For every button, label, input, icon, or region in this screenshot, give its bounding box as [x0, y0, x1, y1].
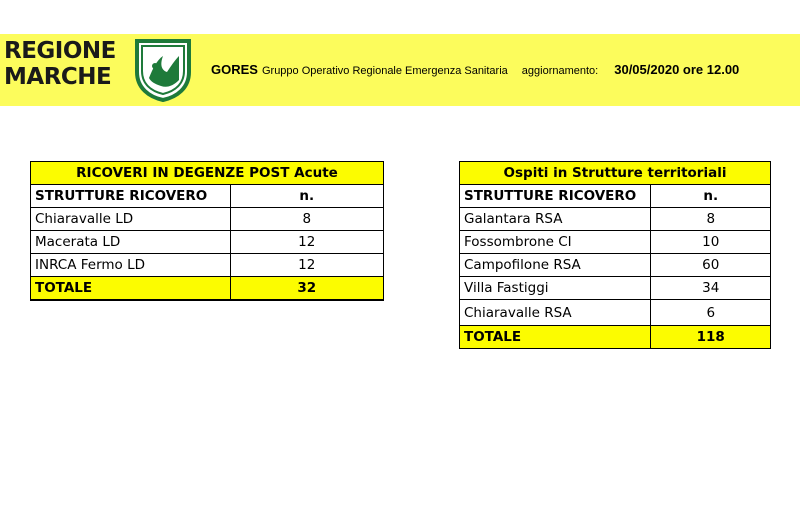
table-row — [460, 231, 771, 254]
column-header-strutture: STRUTTURE RICOVERO — [31, 185, 231, 208]
logo-line-2: MARCHE — [4, 64, 112, 90]
post-acute-table — [30, 161, 384, 301]
row-name: Fossombrone CI — [460, 231, 651, 254]
org-name: GORES — [211, 62, 258, 77]
row-value: 8 — [230, 208, 383, 231]
table-row — [31, 231, 384, 254]
column-header-strutture: STRUTTURE RICOVERO — [460, 185, 651, 208]
header-info — [211, 62, 739, 84]
row-name: Macerata LD — [31, 231, 231, 254]
row-name: Chiaravalle RSA — [460, 300, 651, 326]
regione-marche-shield-icon — [133, 38, 193, 102]
update-label: aggiornamento: — [521, 65, 599, 77]
table-row — [31, 254, 384, 277]
table-row — [460, 277, 771, 300]
total-row — [460, 326, 771, 349]
total-value: 118 — [651, 326, 771, 349]
table-row — [31, 208, 384, 231]
table-row — [460, 254, 771, 277]
table-row — [460, 208, 771, 231]
column-header-n: n. — [651, 185, 771, 208]
row-value: 12 — [230, 231, 383, 254]
org-description: Gruppo Operativo Regionale Emergenza Sanitaria — [261, 65, 508, 77]
row-name: INRCA Fermo LD — [31, 254, 231, 277]
row-name: Campofilone RSA — [460, 254, 651, 277]
update-timestamp: 30/05/2020 ore 12.00 — [614, 62, 740, 77]
row-name: Galantara RSA — [460, 208, 651, 231]
row-value: 12 — [230, 254, 383, 277]
row-value: 34 — [651, 277, 771, 300]
strutture-territoriali-table — [459, 161, 771, 349]
total-label: TOTALE — [31, 277, 231, 300]
regione-marche-logo-text — [4, 38, 132, 90]
row-name: Villa Fastiggi — [460, 277, 651, 300]
column-header-n: n. — [230, 185, 383, 208]
row-value: 8 — [651, 208, 771, 231]
row-value: 60 — [651, 254, 771, 277]
row-value: 10 — [651, 231, 771, 254]
row-value: 6 — [651, 300, 771, 326]
post-acute-table-title: RICOVERI IN DEGENZE POST Acute — [31, 162, 384, 185]
row-name: Chiaravalle LD — [31, 208, 231, 231]
logo-line-1: REGIONE — [4, 38, 116, 64]
total-label: TOTALE — [460, 326, 651, 349]
table-row — [460, 300, 771, 326]
total-value: 32 — [230, 277, 383, 300]
territoriali-table-title: Ospiti in Strutture territoriali — [460, 162, 771, 185]
total-row — [31, 277, 384, 300]
